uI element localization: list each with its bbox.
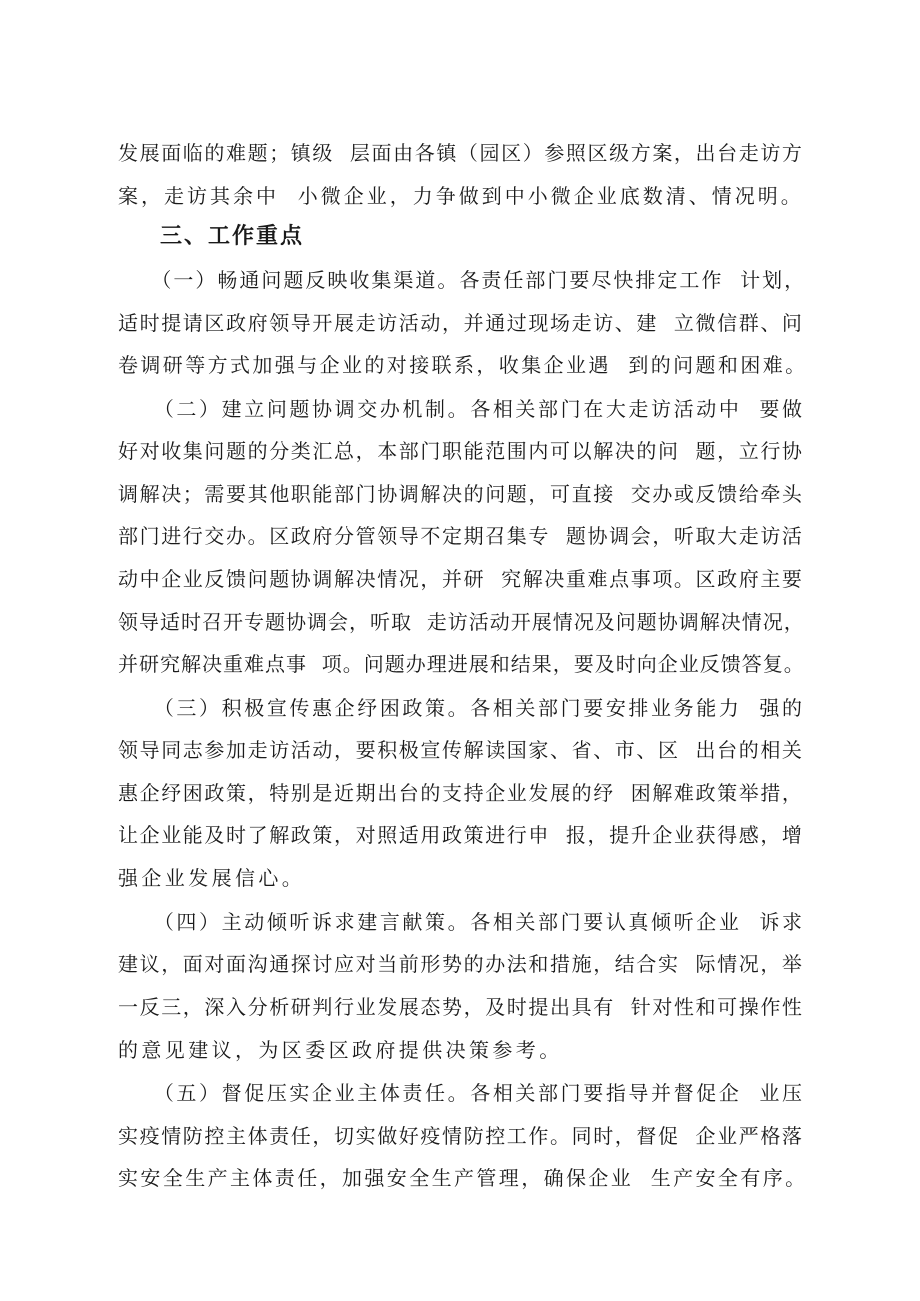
item-5-line-3: 实安全生产主体责任，加强安全生产管理，确保企业 生产安全有序。 bbox=[118, 1166, 808, 1190]
item-3-line-5: 强企业发展信心。 bbox=[118, 866, 306, 890]
item-5-line-2: 实疫情防控主体责任，切实做好疫情防控工作。同时，督促 企业严格落 bbox=[118, 1124, 804, 1148]
section-heading: 三、工作重点 bbox=[160, 224, 305, 249]
item-2-line-7: 并研究解决重难点事 项。问题办理进展和结果，要及时向企业反馈答复。 bbox=[118, 652, 805, 676]
item-4-line-2: 建议，面对面沟通探讨应对当前形势的办法和措施，结合实 际情况，举 bbox=[118, 952, 804, 976]
item-1-line-3: 卷调研等方式加强与企业的对接联系，收集企业遇 到的问题和困难。 bbox=[118, 353, 808, 377]
item-2-line-4: 部门进行交办。区政府分管领导不定期召集专 题协调会，听取大走访活 bbox=[118, 524, 804, 548]
item-4-line-4: 的意见建议，为区委区政府提供决策参考。 bbox=[118, 1038, 563, 1062]
item-4-line-1: （四）主动倾听诉求建言献策。各相关部门要认真倾听企业 诉求 bbox=[118, 910, 805, 934]
item-3-line-4: 让企业能及时了解政策，对照适用政策进行申 报，提升企业获得感，增 bbox=[118, 823, 804, 847]
item-2-line-5: 动中企业反馈问题协调解决情况，并研 究解决重难点事项。区政府主要 bbox=[118, 567, 804, 591]
intro-line-1: 发展面临的难题；镇级 层面由各镇（园区）参照区级方案，出台走访方 bbox=[118, 141, 804, 165]
item-1-line-1: （一）畅通问题反映收集渠道。各责任部门要尽快排定工作 计划， bbox=[118, 268, 807, 292]
item-1-line-2: 适时提请区政府领导开展走访活动，并通过现场走访、建 立微信群、问 bbox=[118, 311, 804, 335]
item-3-line-2: 领导同志参加走访活动，要积极宣传解读国家、省、市、区 出台的相关 bbox=[118, 738, 804, 762]
item-3-line-3: 惠企纾困政策，特别是近期出台的支持企业发展的纾 困解难政策举措， bbox=[118, 781, 804, 805]
item-2-line-3: 调解决；需要其他职能部门协调解决的问题，可直接 交办或反馈给牵头 bbox=[118, 482, 804, 506]
item-3-line-1: （三）积极宣传惠企纾困政策。各相关部门要安排业务能力 强的 bbox=[118, 696, 805, 720]
intro-line-2: 案，走访其余中 小微企业，力争做到中小微企业底数清、情况明。 bbox=[118, 184, 804, 208]
item-2-line-6: 领导适时召开专题协调会，听取 走访活动开展情况及问题协调解决情况， bbox=[118, 610, 805, 634]
item-2-line-2: 好对收集问题的分类汇总，本部门职能范围内可以解决的问 题，立行协 bbox=[118, 439, 804, 463]
item-4-line-3: 一反三，深入分析研判行业发展态势，及时提出具有 针对性和可操作性 bbox=[118, 995, 804, 1019]
item-2-line-1: （二）建立问题协调交办机制。各相关部门在大走访活动中 要做 bbox=[118, 397, 805, 421]
item-5-line-1: （五）督促压实企业主体责任。各相关部门要指导并督促企 业压 bbox=[118, 1081, 805, 1105]
